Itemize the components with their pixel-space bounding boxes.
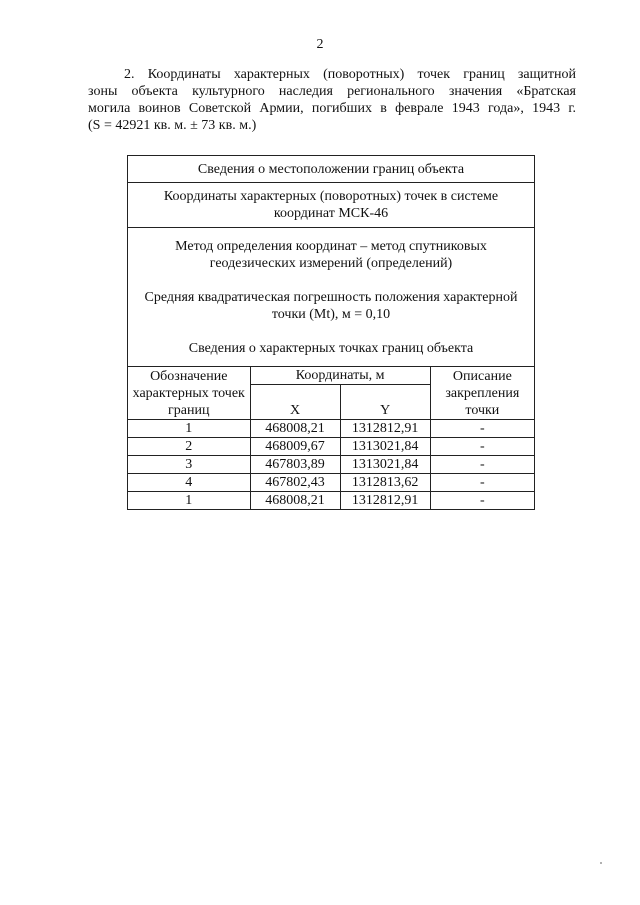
y-cell: 1312812,91 — [340, 420, 430, 438]
desc-cell: - — [430, 456, 534, 474]
column-header-y: Y — [340, 385, 430, 420]
column-header-description: Описание закрепления точки — [430, 367, 534, 420]
x-cell: 468008,21 — [250, 492, 340, 510]
x-cell: 467803,89 — [250, 456, 340, 474]
point-cell: 3 — [128, 456, 251, 474]
page-number: 2 — [316, 37, 324, 52]
y-cell: 1312812,91 — [340, 492, 430, 510]
x-cell: 468009,67 — [250, 438, 340, 456]
x-cell: 467802,43 — [250, 474, 340, 492]
point-cell: 4 — [128, 474, 251, 492]
y-cell: 1313021,84 — [340, 438, 430, 456]
point-cell: 1 — [128, 492, 251, 510]
table-row — [128, 456, 535, 474]
desc-cell: - — [430, 420, 534, 438]
table-row — [128, 420, 535, 438]
intro-line: (S = 42921 кв. м. ± 73 кв. м.) — [88, 118, 257, 133]
point-cell: 1 — [128, 420, 251, 438]
column-header-x: X — [250, 385, 340, 420]
desc-cell: - — [430, 438, 534, 456]
intro-line: зоны объекта культурного наследия регионального значения «Братская — [88, 84, 576, 99]
intro-line: 2. Координаты характерных (поворотных) точек границ защитной — [124, 67, 576, 82]
table-row — [128, 492, 535, 510]
table-header-location: Сведения о местоположении границ объекта — [128, 156, 535, 183]
points-title: Сведения о характерных точках границ объекта — [188, 340, 474, 356]
table-row — [128, 474, 535, 492]
intro-line: могила воинов Советской Армии, погибших в феврале 1943 года», 1943 г. — [88, 101, 576, 116]
intro-paragraph — [88, 66, 576, 134]
table-row — [128, 438, 535, 456]
desc-cell: - — [430, 492, 534, 510]
table-header-coordinate-system: Координаты характерных (поворотных) точек в системе координат МСК-46 — [128, 183, 535, 228]
scan-speck — [600, 862, 602, 864]
accuracy-text: Средняя квадратическая погрешность положения характерной точки (Mt), м = 0,10 — [144, 289, 518, 322]
method-text: Метод определения координат – метод спутниковых геодезических измерений (определений) — [175, 238, 487, 271]
x-cell: 468008,21 — [250, 420, 340, 438]
boundary-coordinates-table — [127, 155, 535, 510]
column-header-coordinates: Координаты, м — [250, 367, 430, 385]
y-cell: 1313021,84 — [340, 456, 430, 474]
point-cell: 2 — [128, 438, 251, 456]
y-cell: 1312813,62 — [340, 474, 430, 492]
table-method-cell — [128, 228, 535, 367]
column-header-designation: Обозначение характерных точек границ — [128, 367, 251, 420]
desc-cell: - — [430, 474, 534, 492]
